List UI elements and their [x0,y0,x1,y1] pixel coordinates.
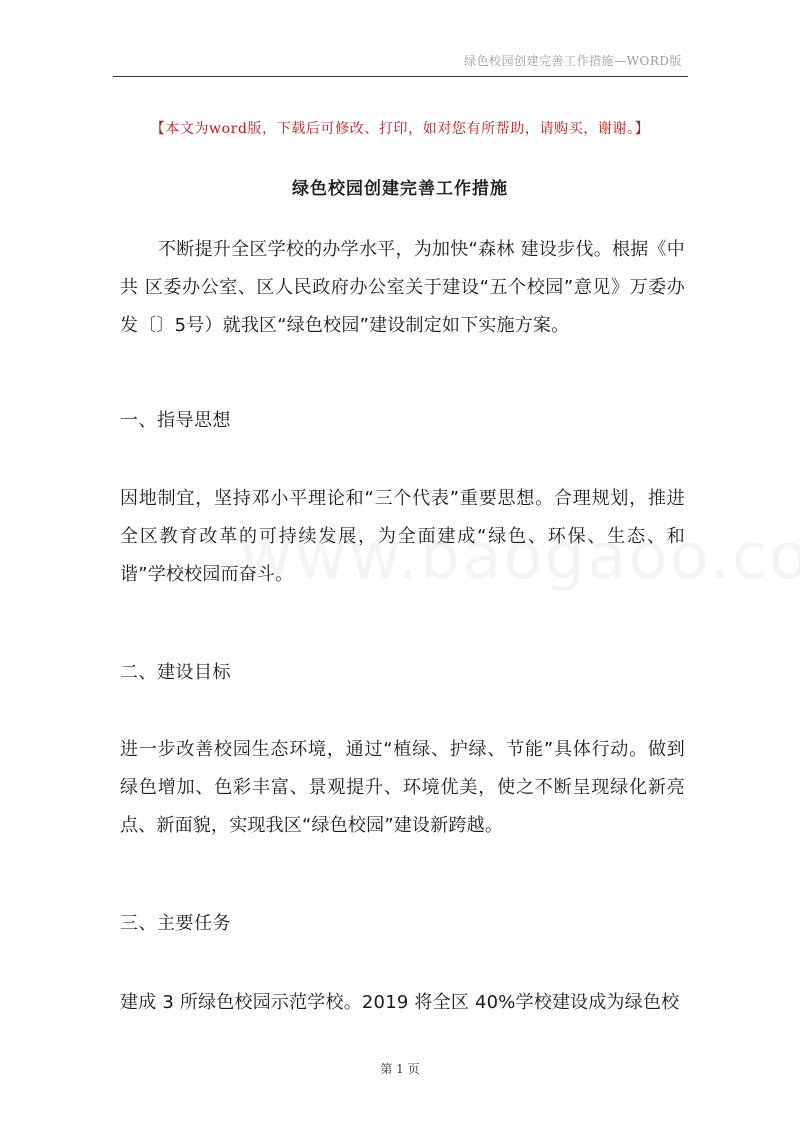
document-title: 绿色校园创建完善工作措施 [292,179,508,199]
page-number: 第 1 页 [380,1062,420,1076]
running-header: 绿色校园创建完善工作措施—WORD版 [464,54,682,68]
purchase-notice: 【本文为word版，下载后可修改、打印，如对您有所帮助，请购买，谢谢。】 [150,121,650,137]
section-body: 因地制宜，坚持邓小平理论和“三个代表”重要思想。合理规划，推进全区教育改革的可持续发展，为全面建成“绿色、环保、生态、和谐”学校校园而奋斗。 [120,488,685,585]
intro-paragraph: 不断提升全区学校的办学水平，为加快“森林 建设步伐。根据《中共 区委办公室、区人民政府办公室关于建设“五个校园”意见》万委办发〔〕5号）就我区“绿色校园”建设制定如下实施方案。 [120,239,685,336]
header-divider [113,76,688,77]
section-heading: 三、主要任务 [120,913,231,934]
section-heading: 二、建设目标 [120,662,231,683]
section-body: 建成 3 所绿色校园示范学校。2019 将全区 40%学校建设成为绿色校 [120,992,680,1013]
section-body: 进一步改善校园生态环境，通过“植绿、护绿、节能”具体行动。做到绿色增加、色彩丰富、景观提升、环境优美，使之不断呈现绿化新亮点、新面貌，实现我区“绿色校园”建设新跨越。 [120,739,685,836]
section-heading: 一、指导思想 [120,410,231,431]
